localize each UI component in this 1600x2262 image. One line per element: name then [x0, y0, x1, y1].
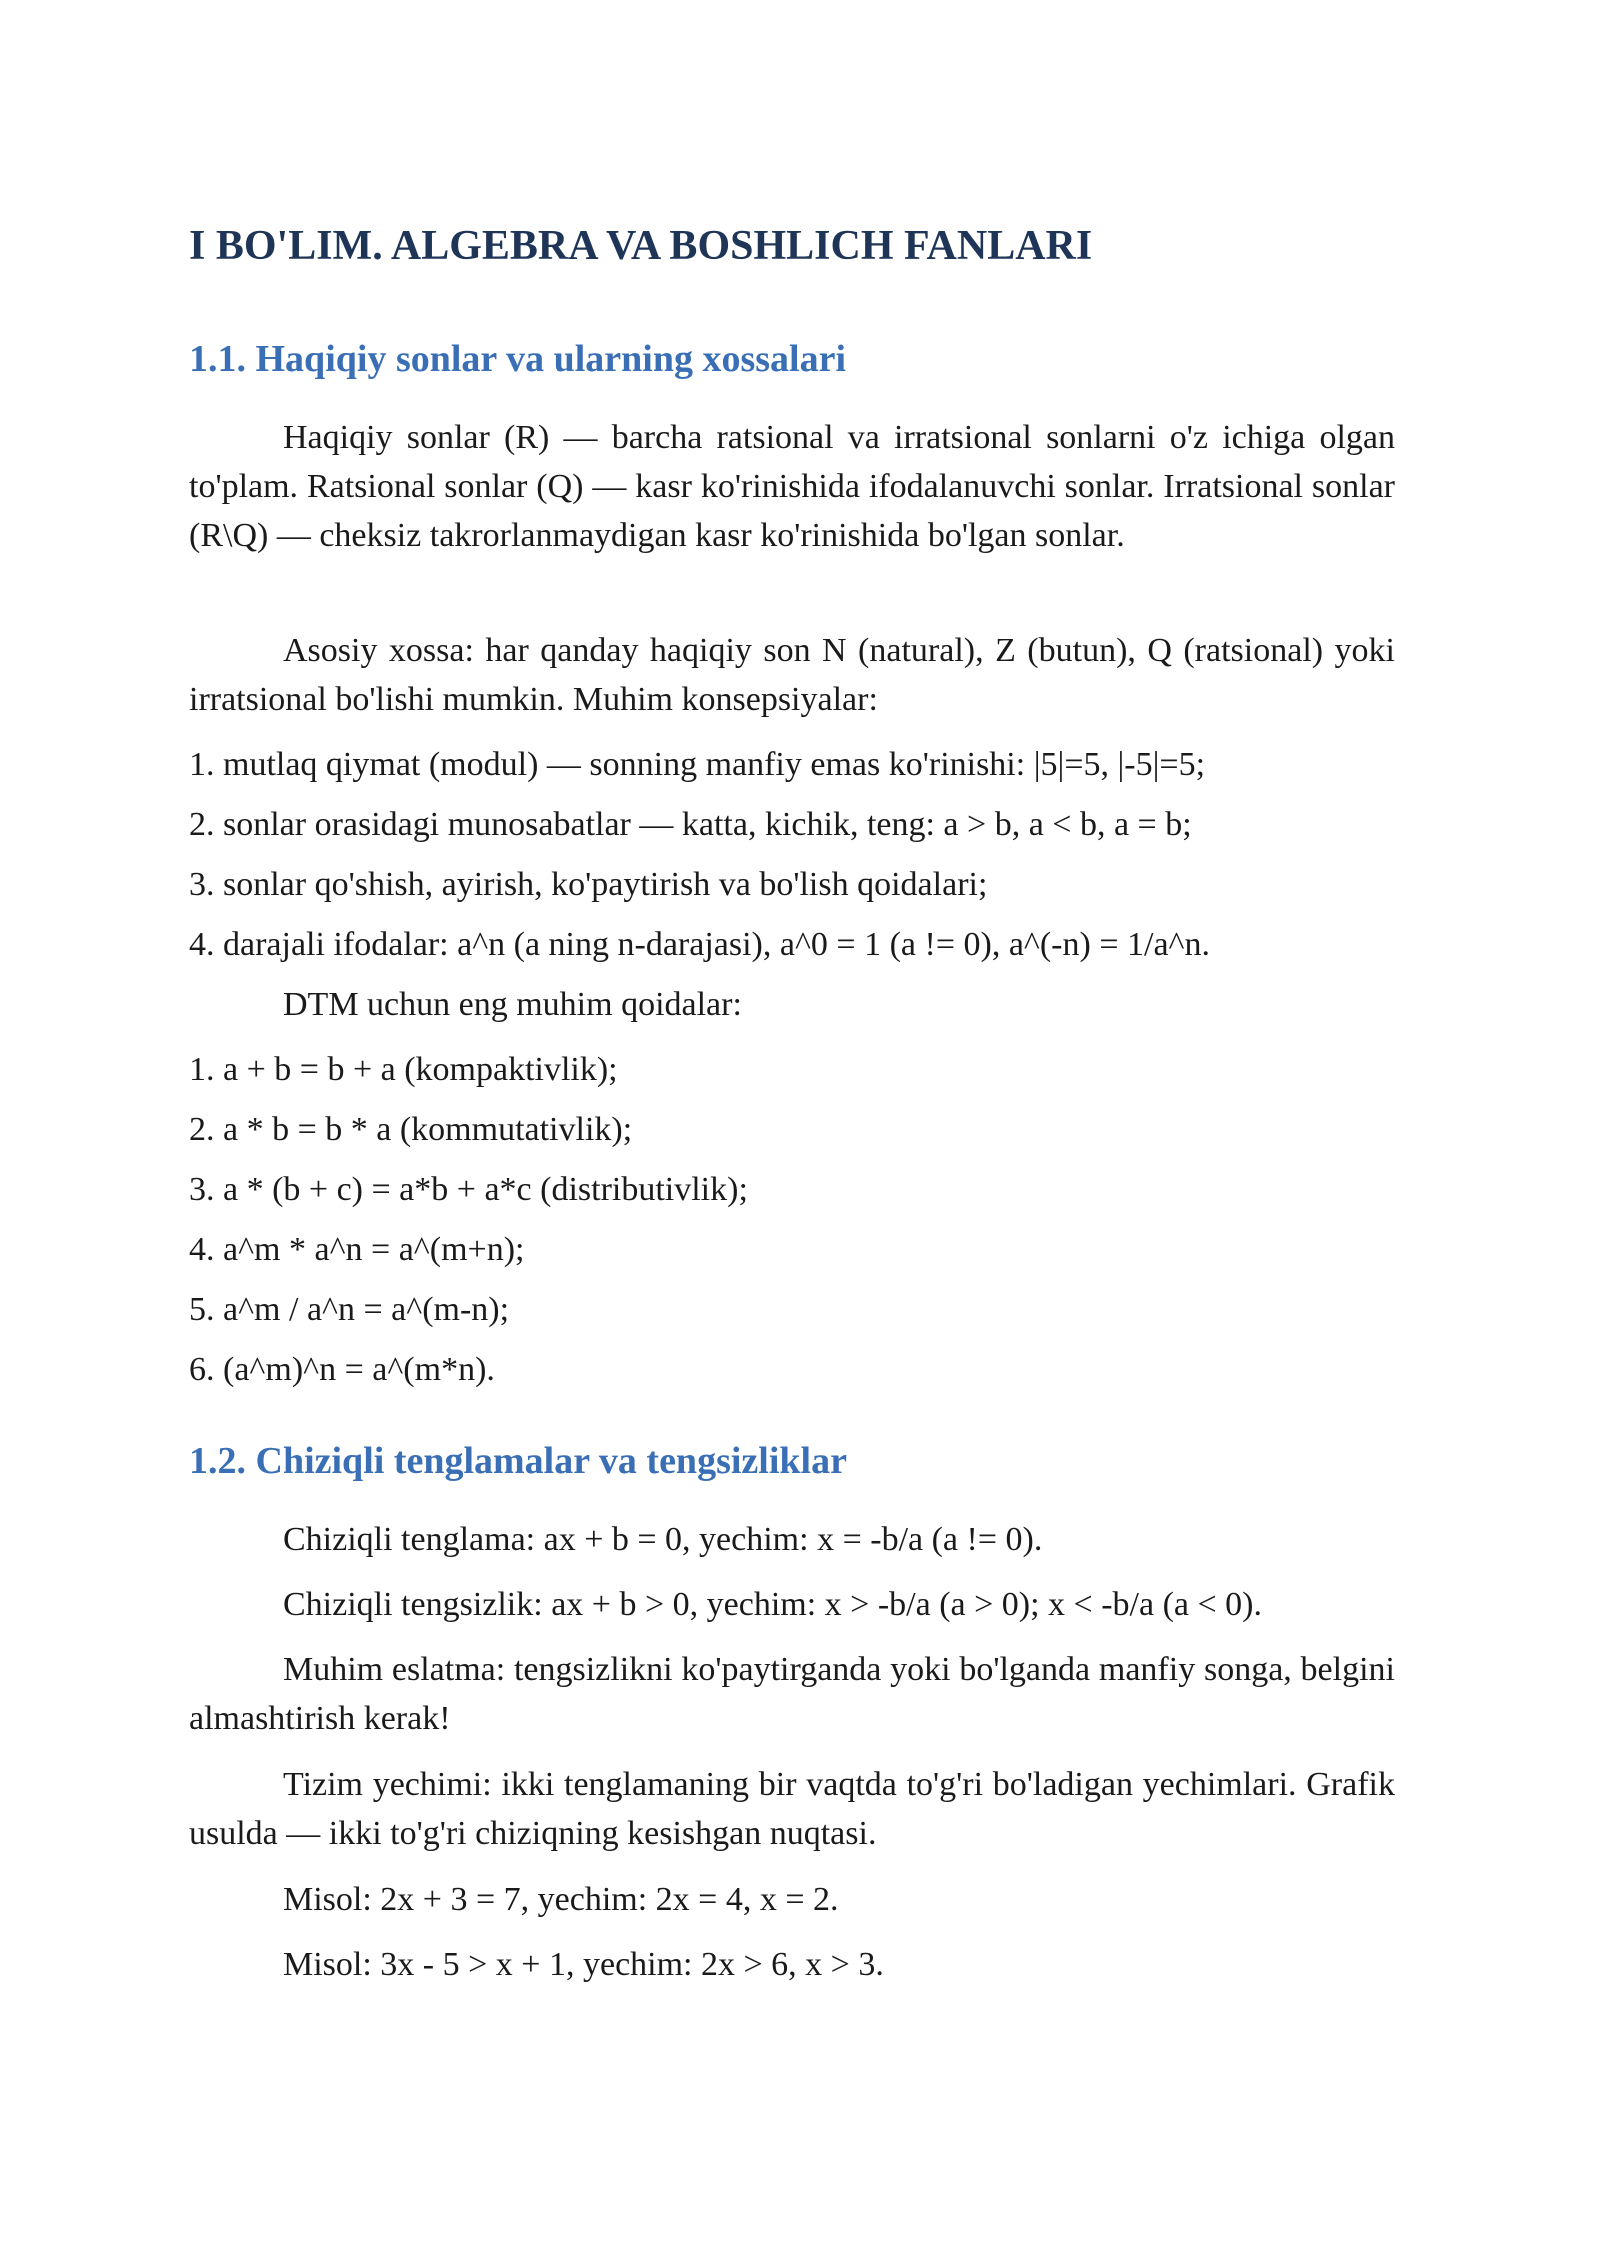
concept-item: 4. darajali ifodalar: a^n (a ning n-darajasi), a^0 = 1 (a != 0), a^(-n) = 1/a^n.: [189, 926, 1210, 963]
example-line: Misol: 2x + 3 = 7, yechim: 2x = 4, x = 2.: [283, 1881, 839, 1918]
linear-equation-line: Chiziqli tenglama: ax + b = 0, yechim: x = -b/a (a != 0).: [283, 1521, 1043, 1558]
rule-item: 6. (a^m)^n = a^(m*n).: [189, 1351, 495, 1388]
paragraph-system-solution: Tizim yechimi: ikki tenglamaning bir vaqtda to'g'ri bo'ladigan yechimlari. Grafik usulda — ikki to'g'ri chiziqning kesishgan nuqtasi.: [189, 1766, 1395, 1852]
paragraph-basic-property: Asosiy xossa: har qanday haqiqiy son N (natural), Z (butun), Q (ratsional) yoki irratsional bo'lishi mumkin. Muhim konsepsiyalar:: [189, 632, 1395, 718]
rule-item: 4. a^m * a^n = a^(m+n);: [189, 1231, 525, 1268]
subsection-heading-1-2: 1.2. Chiziqli tenglamalar va tengsizliklar: [189, 1440, 847, 1482]
example-line: Misol: 3x - 5 > x + 1, yechim: 2x > 6, x > 3.: [283, 1946, 884, 1983]
paragraph-real-numbers: Haqiqiy sonlar (R) — barcha ratsional va irratsional sonlarni o'z ichiga olgan to'plam. Ratsional sonlar (Q) — kasr ko'rinishida ifodalanuvchi sonlar. Irratsional sonlar (R\Q) — cheksiz takrorlanmaydigan kasr ko'rinishida bo'lgan sonlar.: [189, 419, 1395, 554]
subsection-heading-1-1: 1.1. Haqiqiy sonlar va ularning xossalari: [189, 338, 847, 380]
rule-item: 1. a + b = b + a (kompaktivlik);: [189, 1051, 618, 1088]
section-title: I BO'LIM. ALGEBRA VA BOSHLICH FANLARI: [189, 223, 1093, 269]
concept-item: 1. mutlaq qiymat (modul) — sonning manfiy emas ko'rinishi: |5|=5, |-5|=5;: [189, 746, 1206, 783]
paragraph-important-note: Muhim eslatma: tengsizlikni ko'paytirganda yoki bo'lganda manfiy songa, belgini almashtirish kerak!: [189, 1651, 1395, 1737]
linear-inequality-line: Chiziqli tengsizlik: ax + b > 0, yechim: x > -b/a (a > 0); x < -b/a (a < 0).: [283, 1586, 1262, 1623]
rule-item: 3. a * (b + c) = a*b + a*c (distributivlik);: [189, 1171, 748, 1208]
rules-intro: DTM uchun eng muhim qoidalar:: [283, 986, 742, 1023]
concept-item: 2. sonlar orasidagi munosabatlar — katta, kichik, teng: a > b, a < b, a = b;: [189, 806, 1192, 843]
rule-item: 5. a^m / a^n = a^(m-n);: [189, 1291, 510, 1328]
rule-item: 2. a * b = b * a (kommutativlik);: [189, 1111, 633, 1148]
concept-item: 3. sonlar qo'shish, ayirish, ko'paytirish va bo'lish qoidalari;: [189, 866, 988, 903]
